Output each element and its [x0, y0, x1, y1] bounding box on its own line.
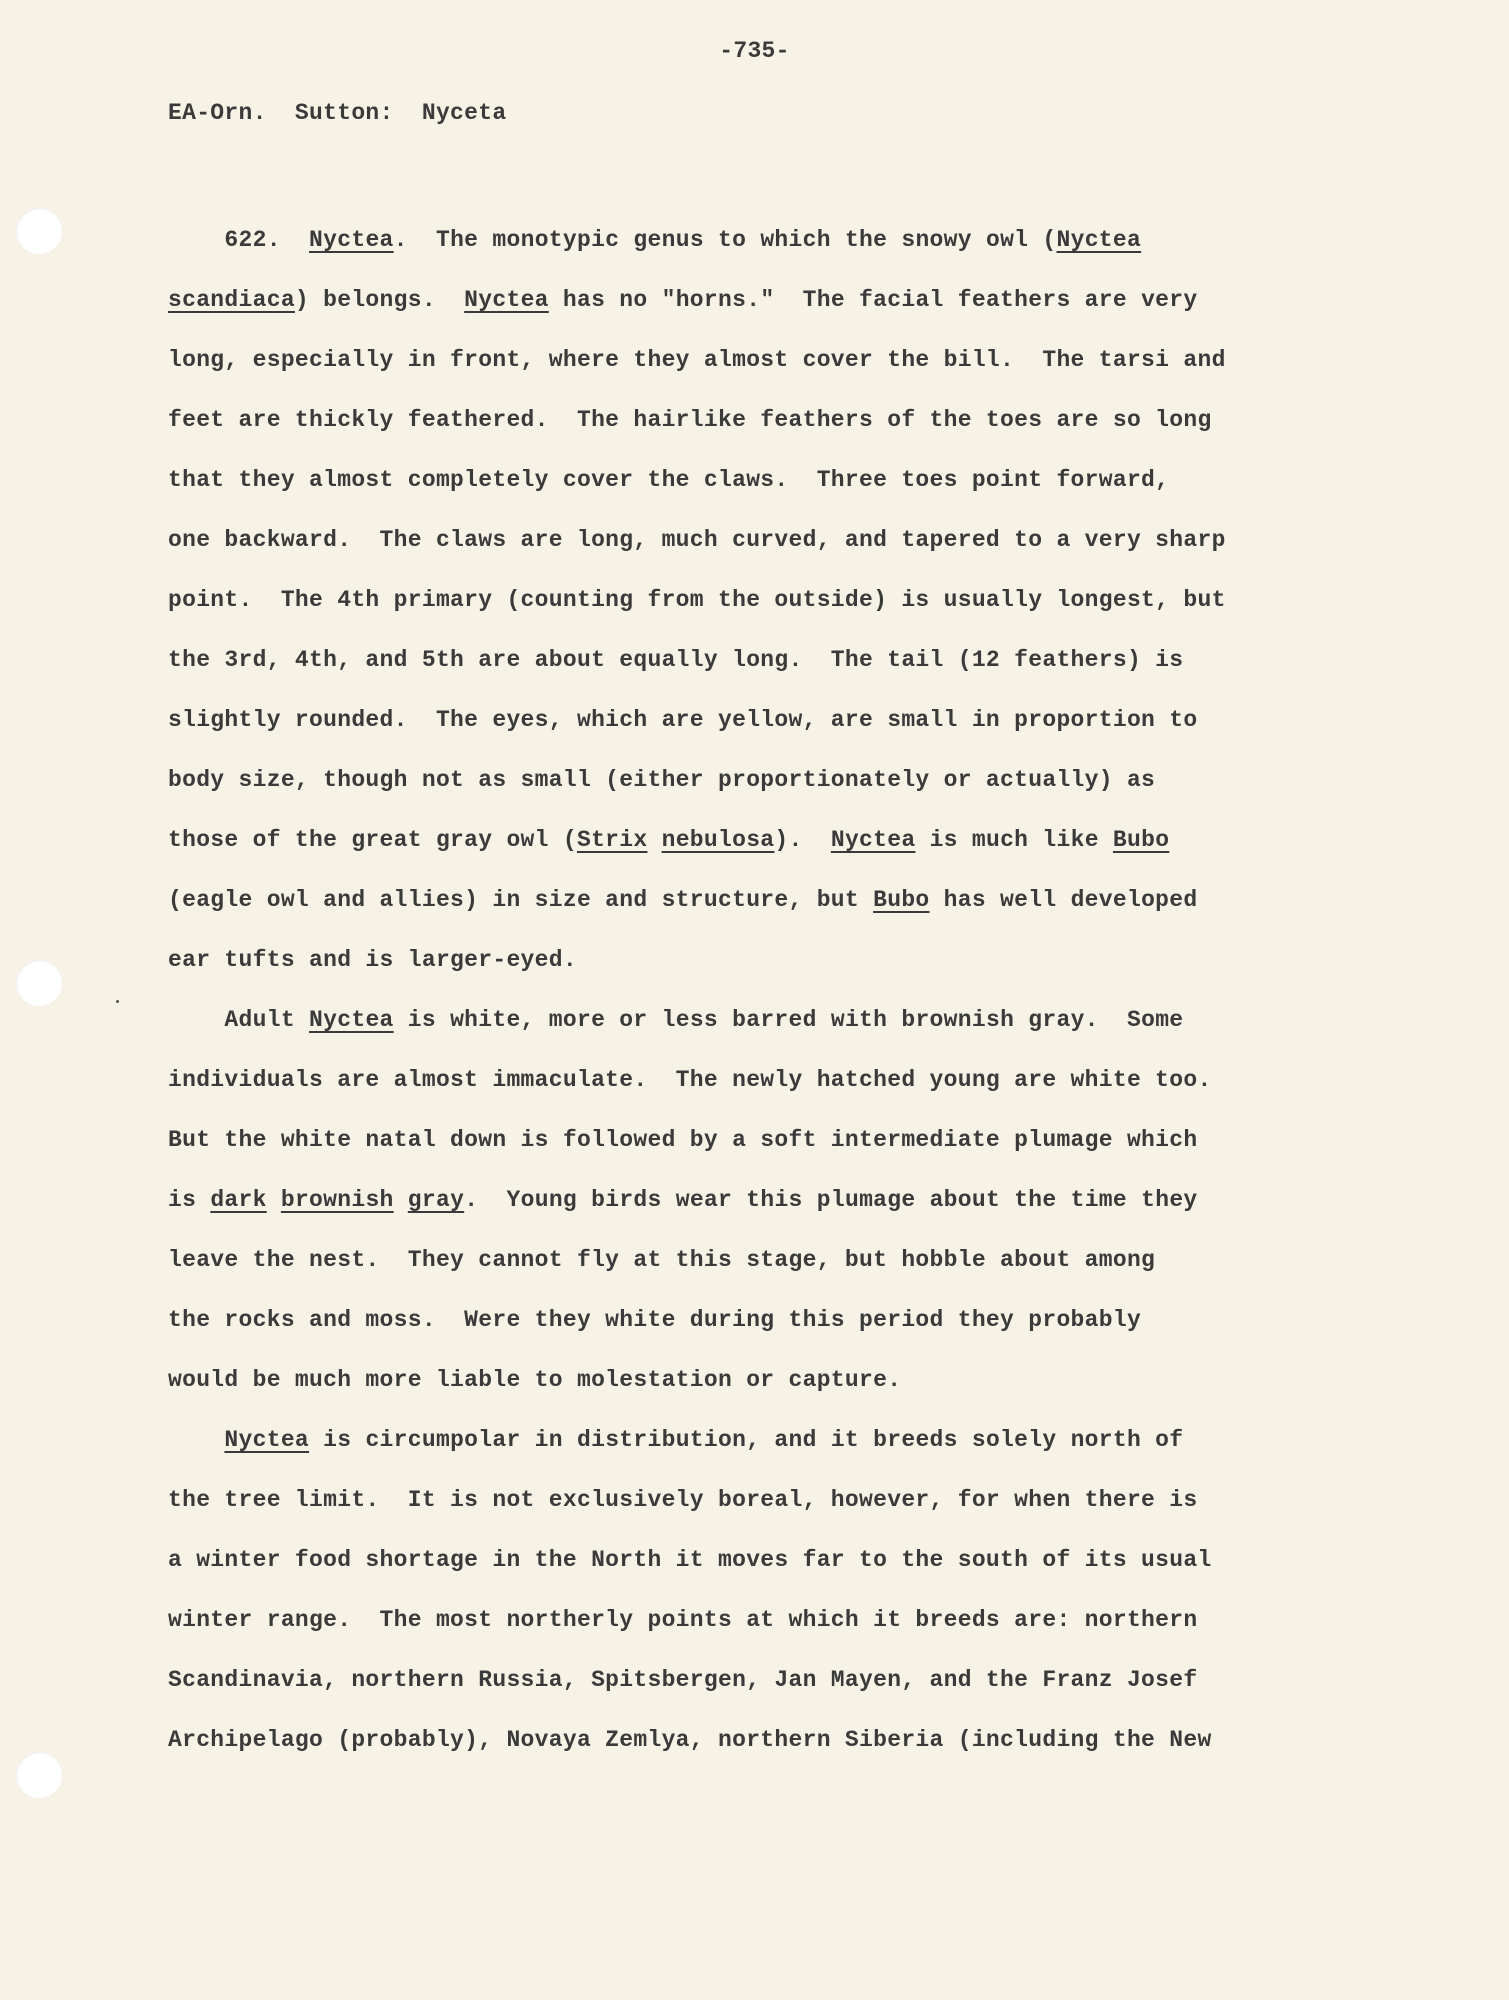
underlined-taxon: Nyctea: [830, 827, 916, 853]
text-line: [168, 1710, 1328, 1770]
underlined-taxon: gray: [407, 1187, 465, 1213]
text-run: is: [168, 1187, 211, 1213]
text-run: [394, 1187, 408, 1213]
binder-hole: [16, 1752, 62, 1798]
underlined-taxon: scandiaca: [168, 287, 295, 313]
text-line: [168, 270, 1328, 330]
underlined-taxon: Nyctea: [224, 1427, 310, 1453]
text-line: [168, 810, 1328, 870]
text-run: the tree limit. It is not exclusively boreal, however, for when there is: [168, 1487, 1198, 1513]
binder-hole: [16, 960, 62, 1006]
text-run: ) belongs.: [294, 287, 465, 313]
text-line: [168, 750, 1328, 810]
paragraph-indent: [168, 227, 224, 253]
text-run: a winter food shortage in the North it moves far to the south of its usual: [168, 1547, 1212, 1573]
text-line: [168, 1530, 1328, 1590]
underlined-taxon: Bubo: [873, 887, 930, 913]
text-line: [168, 1470, 1328, 1530]
text-run: would be much more liable to molestation or capture.: [168, 1367, 902, 1393]
text-run: feet are thickly feathered. The hairlike feathers of the toes are so long: [168, 407, 1212, 433]
text-line: [168, 1650, 1328, 1710]
text-line: [168, 1170, 1328, 1230]
text-line: [168, 1590, 1328, 1650]
page-number: -735-: [719, 38, 790, 64]
text-run: 622.: [224, 227, 310, 253]
paper-speck: [116, 1000, 119, 1003]
text-line: [168, 510, 1328, 570]
text-line: [168, 1410, 1328, 1470]
running-head: EA-Orn. Sutton: Nyceta: [168, 100, 507, 126]
text-run: one backward. The claws are long, much curved, and tapered to a very sharp: [168, 527, 1226, 553]
text-run: the rocks and moss. Were they white during this period they probably: [168, 1307, 1142, 1333]
text-line: [168, 630, 1328, 690]
binder-hole: [16, 208, 62, 254]
paragraph-indent: [168, 1427, 224, 1453]
underlined-taxon: nebulosa: [661, 827, 775, 853]
text-line: [168, 1050, 1328, 1110]
text-line: [168, 390, 1328, 450]
underlined-taxon: Nyctea: [1056, 227, 1142, 253]
text-run: point. The 4th primary (counting from the outside) is usually longest, but: [168, 587, 1226, 613]
text-run: slightly rounded. The eyes, which are yellow, are small in proportion to: [168, 707, 1198, 733]
text-run: the 3rd, 4th, and 5th are about equally long. The tail (12 feathers) is: [168, 647, 1184, 673]
text-run: leave the nest. They cannot fly at this stage, but hobble about among: [168, 1247, 1156, 1273]
text-line: [168, 990, 1328, 1050]
text-line: [168, 450, 1328, 510]
text-line: [168, 1350, 1328, 1410]
text-run: is circumpolar in distribution, and it breeds solely north of: [309, 1427, 1184, 1453]
text-run: has well developed: [929, 887, 1198, 913]
text-run: Scandinavia, northern Russia, Spitsbergen, Jan Mayen, and the Franz Josef: [168, 1667, 1198, 1693]
text-run: that they almost completely cover the claws. Three toes point forward,: [168, 467, 1170, 493]
text-line: [168, 690, 1328, 750]
text-line: [168, 1290, 1328, 1350]
text-line: [168, 1110, 1328, 1170]
text-run: is much like: [915, 827, 1113, 853]
text-line: [168, 1230, 1328, 1290]
text-run: . Young birds wear this plumage about the time they: [464, 1187, 1198, 1213]
text-run: winter range. The most northerly points at which it breeds are: northern: [168, 1607, 1198, 1633]
text-run: . The monotypic genus to which the snowy owl (: [393, 227, 1057, 253]
paragraph-indent: [168, 1007, 224, 1033]
text-line: [168, 930, 1328, 990]
text-run: individuals are almost immaculate. The newly hatched young are white too.: [168, 1067, 1212, 1093]
underlined-taxon: Nyctea: [309, 227, 394, 253]
text-line: [168, 570, 1328, 630]
underlined-taxon: dark: [210, 1187, 267, 1213]
text-run: [647, 827, 661, 853]
underlined-taxon: Nyctea: [464, 287, 549, 313]
text-run: long, especially in front, where they almost cover the bill. The tarsi and: [168, 347, 1226, 373]
underlined-taxon: brownish: [280, 1187, 394, 1213]
text-run: is white, more or less barred with brownish gray. Some: [393, 1007, 1184, 1033]
underlined-taxon: Nyctea: [309, 1007, 394, 1033]
text-run: body size, though not as small (either proportionately or actually) as: [168, 767, 1156, 793]
text-run: Adult: [224, 1007, 310, 1033]
text-line: [168, 210, 1328, 270]
text-line: [168, 330, 1328, 390]
text-run: [267, 1187, 281, 1213]
text-run: ).: [774, 827, 831, 853]
body-text: [168, 210, 1328, 1770]
text-run: But the white natal down is followed by a soft intermediate plumage which: [168, 1127, 1198, 1153]
text-run: has no "horns." The facial feathers are very: [548, 287, 1198, 313]
underlined-taxon: Bubo: [1112, 827, 1170, 853]
text-run: ear tufts and is larger-eyed.: [168, 947, 577, 973]
text-line: [168, 870, 1328, 930]
text-run: (eagle owl and allies) in size and structure, but: [168, 887, 874, 913]
text-run: those of the great gray owl (: [168, 827, 577, 853]
text-run: Archipelago (probably), Novaya Zemlya, northern Siberia (including the New: [168, 1727, 1212, 1753]
underlined-taxon: Strix: [576, 827, 648, 853]
